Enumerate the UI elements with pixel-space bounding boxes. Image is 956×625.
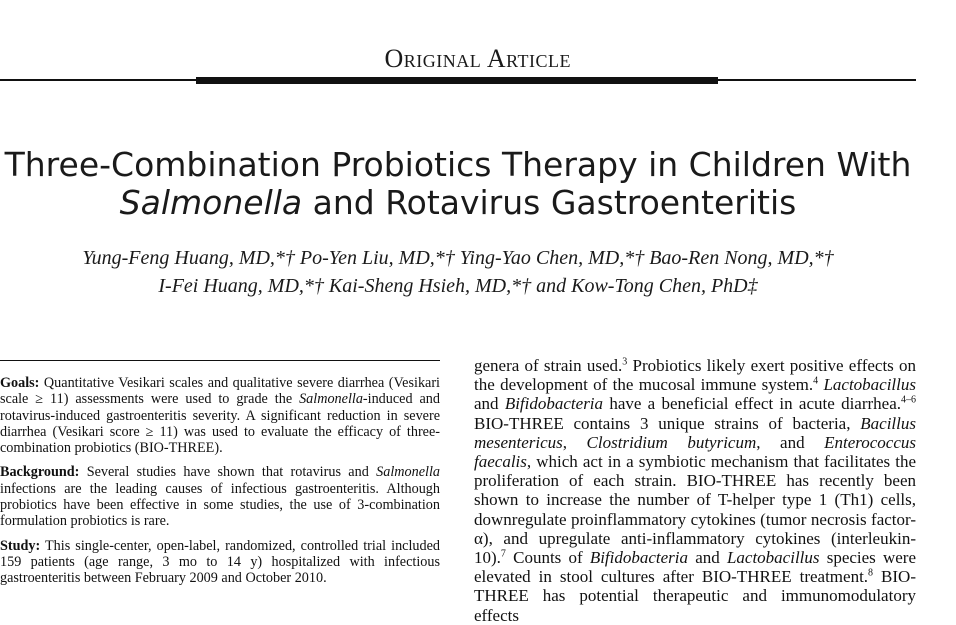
background-text-1: Several studies have shown that rotavirus and bbox=[79, 464, 377, 481]
body-text: and bbox=[688, 548, 727, 568]
citation-ref: 8 bbox=[868, 567, 874, 579]
title-line-2 bbox=[0, 184, 916, 222]
body-text: BIO-THREE contains 3 unique strains of bacteria, bbox=[474, 413, 861, 433]
abstract-goals bbox=[0, 375, 440, 456]
title-line-2-rest: and Rotavirus Gastroenteritis bbox=[302, 183, 797, 222]
author-line-1: Yung-Feng Huang, MD,*† Po-Yen Liu, MD,*† Ying-Yao Chen, MD,*† Bao-Ren Nong, MD,*† bbox=[82, 247, 834, 269]
study-label: Study: bbox=[0, 537, 41, 554]
article-title bbox=[0, 146, 916, 222]
goals-text-1: Quantitative Vesikari scales and qualitative severe diarrhea (Vesikari scale ≥ 11) assessments were used to grade the bbox=[0, 375, 440, 408]
goals-text-2: -induced and rotavirus-induced gastroenteritis severity. A significant reduction in severe diarrhea (Vesikari score ≥ 11) was used to evaluate the efficacy of three-combination probiotics (BIO-THREE). bbox=[0, 391, 440, 457]
body-italic: Lactobacillus bbox=[823, 375, 916, 395]
body-text-column bbox=[474, 356, 916, 625]
body-italic: Bacillus mesentericus bbox=[474, 413, 916, 452]
header-rule-thick bbox=[196, 77, 718, 84]
background-italic: Salmonella bbox=[376, 464, 440, 481]
abstract bbox=[0, 375, 440, 595]
goals-label: Goals: bbox=[0, 375, 40, 391]
background-label: Background: bbox=[0, 464, 80, 481]
body-text: Probiotics likely exert positive effects on the development of the mucosal immune system. bbox=[474, 356, 916, 395]
abstract-study bbox=[0, 538, 440, 587]
background-text-2: infections are the leading causes of infectious gastroenteritis. Although probiotics have been effective in some studies, the use of 3-combination formulation probiotics is rare. bbox=[0, 480, 440, 530]
body-text: genera of strain used. bbox=[474, 356, 623, 375]
citation-ref: 3 bbox=[622, 356, 628, 368]
goals-italic: Salmonella bbox=[299, 391, 363, 408]
body-text: , and bbox=[756, 432, 825, 452]
body-italic: Lactobacillus bbox=[726, 548, 820, 568]
body-text: species were elevated in stool cultures after BIO-THREE treatment. bbox=[474, 548, 917, 587]
body-text: , which act in a symbiotic mechanism that facilitates the proliferation of each strain. BIO-THREE has recently been shown to increase the number of T-helper type 1 (Th1) cells, downregulate proinflammatory cytokines (tumor necrosis factor-α), and upregulate anti-inflammatory cytokines (interleukin-10). bbox=[474, 452, 916, 568]
abstract-rule bbox=[0, 360, 440, 361]
body-text: have a beneficial effect in acute diarrhea. bbox=[603, 394, 901, 414]
study-text: This single-center, open-label, randomized, controlled trial included 159 patients (age range, 3 mo to 14 y) hospitalized with infectious gastroenteritis between February 2009 and October 2010. bbox=[0, 537, 440, 587]
body-italic: Bifidobacteria bbox=[504, 394, 604, 414]
author-line-2: I-Fei Huang, MD,*† Kai-Sheng Hsieh, MD,*† and Kow-Tong Chen, PhD‡ bbox=[158, 275, 758, 297]
body-italic: Clostridium butyricum bbox=[586, 432, 757, 452]
body-text: , bbox=[562, 432, 587, 452]
body-italic: Bifidobacteria bbox=[589, 548, 689, 568]
citation-ref: 7 bbox=[500, 548, 506, 560]
body-paragraph bbox=[474, 356, 916, 625]
body-italic: Enterococcus faecalis bbox=[474, 432, 916, 472]
citation-ref: 4–6 bbox=[901, 394, 916, 406]
body-text: Counts of bbox=[505, 548, 590, 568]
citation-ref: 4 bbox=[813, 375, 819, 387]
section-header bbox=[0, 44, 916, 74]
title-italic-term: Salmonella bbox=[119, 183, 303, 222]
section-label: Original Article bbox=[384, 44, 571, 73]
title-line-1: Three-Combination Probiotics Therapy in Children With bbox=[4, 145, 912, 184]
author-list bbox=[0, 244, 916, 300]
body-text: and bbox=[474, 394, 505, 414]
abstract-background bbox=[0, 464, 440, 529]
body-text: BIO-THREE has potential therapeutic and immunomodulatory effects bbox=[474, 567, 916, 625]
